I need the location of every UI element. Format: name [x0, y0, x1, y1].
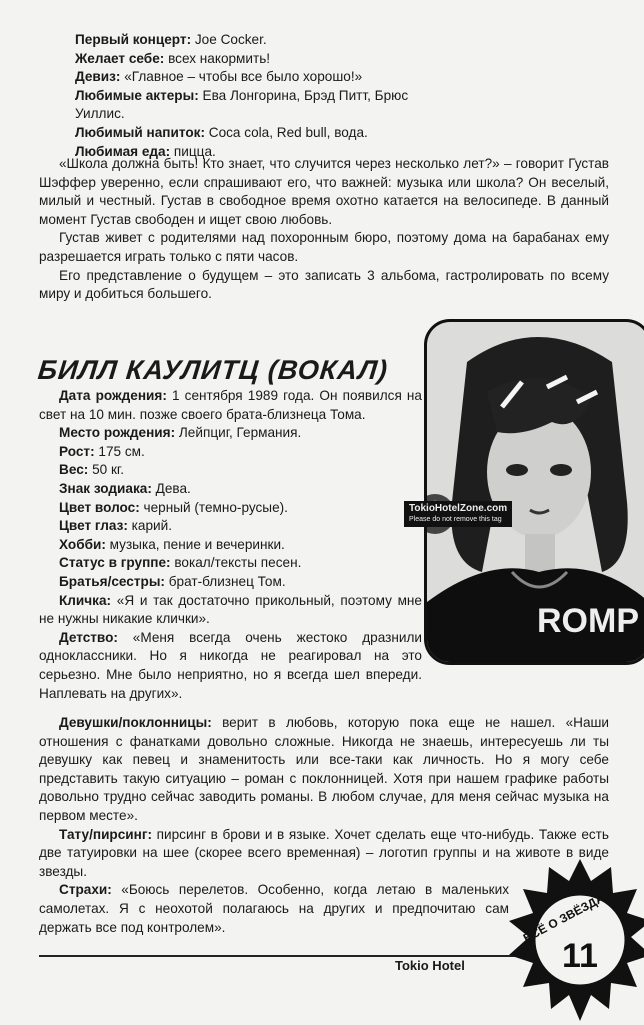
watermark-site: TokioHotelZone.com — [409, 503, 508, 514]
profile-line: Статус в группе: вокал/тексты песен. — [59, 555, 302, 571]
profile-line: Любимые актеры: Ева Лонгорина, Брэд Питт, Брюс Уиллис. — [75, 87, 409, 122]
paragraph: «Школа должна быть! Кто знает, что случится через несколько лет?» – говорит Густав Шэффер уверенно, если спрашивают его, что важней: музыка или школа? Он веселый, милый и честный. Густав в свободное время охотно катается на велосипеде. В данный момент Густав свободен и ищет свою любовь. — [39, 156, 609, 227]
page-number: 11 — [562, 937, 598, 975]
profile-line: Страхи: «Боюсь перелетов. Особенно, когда летаю в маленьких самолетах. Я с неохотой полагаюсь на других и предпочитаю сам держать все под контролем». — [39, 882, 509, 935]
page-number-badge — [505, 855, 644, 1025]
bill-kaulitz-photo — [424, 319, 644, 665]
profile-line: Любимая еда: пицца. — [75, 143, 216, 159]
profile-line: Дата рождения: 1 сентября 1989 года. Он появился на свет на 10 мин. позже своего брата-близнеца Тома. — [39, 388, 422, 422]
gustav-profile-list — [75, 31, 455, 161]
paragraph: Густав живет с родителями над похоронным бюро, поэтому дома на барабанах ему разрешается играть только с пяти часов. — [39, 230, 609, 264]
profile-line: Кличка: «Я и так достаточно прикольный, поэтому мне не нужны никакие клички». — [39, 592, 422, 627]
gustav-intro-text — [39, 155, 609, 304]
profile-line: Братья/сестры: брат-близнец Том. — [59, 573, 286, 589]
profile-line: Вес: 50 кг. — [59, 462, 124, 478]
profile-line: Цвет волос: черный (темно-русые). — [59, 499, 288, 515]
portrait-illustration — [427, 322, 644, 662]
badge-label: ВСЁ О ЗВЁЗДАХ — [520, 887, 614, 946]
profile-line: Девушки/поклонницы: верит в любовь, которую пока еще не нашел. «Наши отношения с фанатками довольно сложные. Никогда не знаешь, интересуешь ли ты девушку как певец и знаменитость или все-таки как личность. Но я могу себе представить такую ситуацию – роман с поклонницей. Хотя при нашем графике работы довольно трудно сейчас заводить романы. В любом случае, для меня сейчас музыка на первом месте». — [39, 715, 609, 823]
profile-line: Тату/пирсинг: пирсинг в брови и в языке. Хочет сделать еще что-нибудь. Также есть две татуировки на шее (скорее всего временная) – логотип группы и на животе в виде звезды. — [39, 826, 609, 879]
footer-magazine-title: Tokio Hotel — [395, 958, 465, 973]
profile-line: Знак зодиака: Дева. — [59, 480, 191, 496]
paragraph: Его представление о будущем – это записать 3 альбома, гастролировать по всему миру и добиться большего. — [39, 267, 609, 302]
profile-line: Девиз: «Главное – чтобы все было хорошо!» — [75, 69, 363, 85]
profile-line: Первый концерт: Joe Cocker. — [75, 32, 267, 47]
profile-line: Хобби: музыка, пение и вечеринки. — [59, 536, 285, 552]
profile-line: Детство: «Меня всегда очень жестоко дразнили одноклассники. Но я никогда не реагировал на это серьезно. Мне было неприятно, но я всегда шел впереди. Наплевать на других». — [39, 629, 422, 701]
shirt-print: ROMP — [537, 602, 639, 640]
profile-line: Цвет глаз: карий. — [59, 518, 173, 534]
section-heading: БИЛЛ КАУЛИТЦ (ВОКАЛ) — [36, 355, 390, 385]
profile-line: Любимый напиток: Coca cola, Red bull, вода. — [75, 124, 368, 140]
profile-line: Рост: 175 см. — [59, 443, 145, 459]
watermark-note: Please do not remove this tag — [409, 516, 502, 523]
profile-line: Место рождения: Лейпциг, Германия. — [59, 425, 302, 441]
profile-line: Желает себе: всех накормить! — [75, 50, 271, 66]
bill-profile-list — [39, 387, 422, 703]
footer-divider — [39, 955, 519, 957]
